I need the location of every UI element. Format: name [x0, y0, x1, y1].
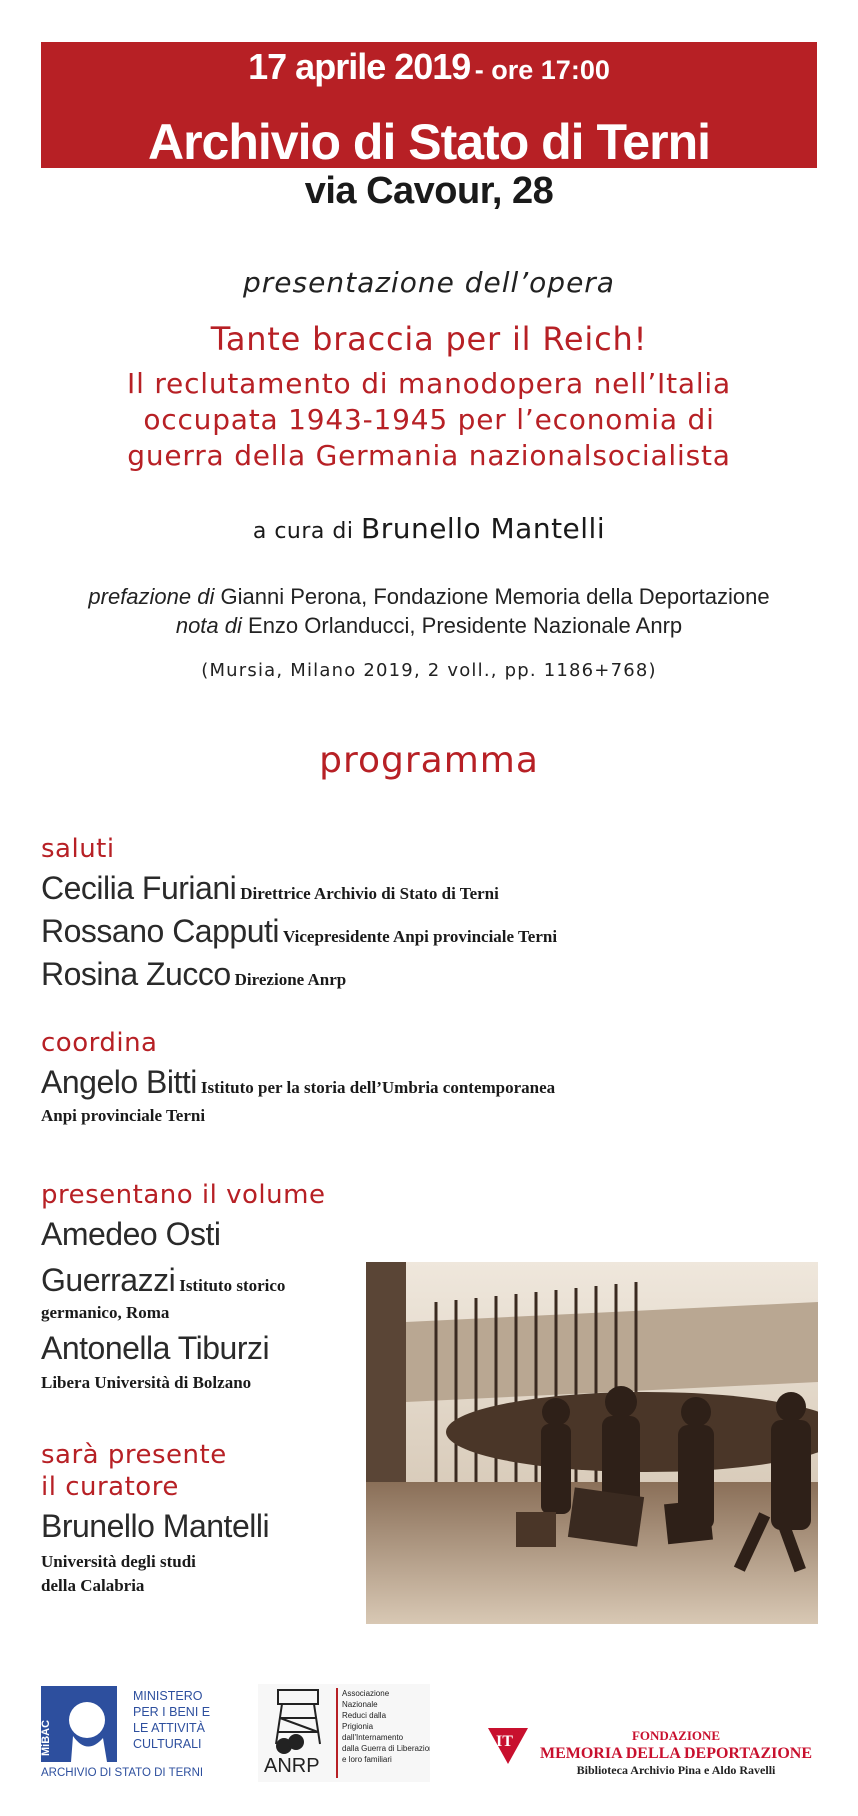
speaker-name-cont: Guerrazzi: [41, 1262, 176, 1298]
speaker-row: [41, 1262, 285, 1299]
mibac-mark: MiBAC: [41, 1719, 52, 1756]
fmd-logo-mark: [486, 1724, 816, 1780]
speaker-role-cont: germanico, Roma: [41, 1303, 170, 1322]
mibac-text-line: MINISTERO: [133, 1689, 203, 1703]
speaker-role: Direttrice Archivio di Stato di Terni: [240, 884, 499, 903]
event-date-time: [41, 46, 817, 88]
speaker-row: [41, 956, 346, 993]
publication-info: (Mursia, Milano 2019, 2 voll., pp. 1186+768): [201, 660, 657, 681]
anrp-text-line: e loro familiari: [342, 1755, 392, 1764]
curator-line: [0, 512, 858, 545]
note-text: Enzo Orlanducci, Presidente Nazionale Anrp: [248, 613, 683, 638]
anrp-text-line: dall'Internamento: [342, 1733, 404, 1742]
speaker-name: Brunello Mantelli: [41, 1508, 270, 1544]
event-time: - ore 17:00: [474, 55, 610, 85]
credits: [0, 582, 858, 640]
preface-text: Gianni Perona, Fondazione Memoria della Deportazione: [220, 584, 770, 609]
anrp-logo: [258, 1684, 430, 1782]
program-heading: programma: [319, 740, 539, 781]
speaker-role: Libera Università di Bolzano: [41, 1373, 252, 1392]
fmd-line3: Biblioteca Archivio Pina e Aldo Ravelli: [576, 1763, 776, 1777]
section-curatore-cont: il curatore: [41, 1472, 179, 1502]
speaker-role: Istituto storico: [179, 1276, 286, 1295]
note-label: nota di: [175, 613, 242, 638]
speaker-name: Cecilia Furiani: [41, 870, 237, 906]
speaker-row: [41, 1064, 555, 1101]
section-presentano: presentano il volume: [41, 1180, 326, 1210]
section-coordina: coordina: [41, 1028, 158, 1058]
mibac-text-line: CULTURALI: [133, 1737, 202, 1751]
section-saluti: saluti: [41, 834, 115, 864]
mibac-caption: ARCHIVIO DI STATO DI TERNI: [41, 1767, 204, 1778]
historical-photo: [366, 1262, 818, 1624]
speaker-name: Rosina Zucco: [41, 956, 231, 992]
mibac-text-line: LE ATTIVITÀ: [133, 1721, 206, 1735]
subtitle-line: Il reclutamento di manodopera nell’Italia: [127, 367, 731, 400]
subtitle-line: occupata 1943-1945 per l’economia di: [143, 403, 715, 436]
mibac-logo-mark: [41, 1686, 211, 1778]
curator-name: Brunello Mantelli: [360, 512, 606, 545]
anrp-text-line: Prigionia: [342, 1722, 374, 1731]
preface-line: [0, 582, 858, 611]
photo-illustration: [366, 1262, 818, 1624]
speaker-name: Amedeo Osti: [41, 1216, 221, 1252]
fmd-logo: [486, 1724, 816, 1780]
anrp-text-line: Reduci dalla: [342, 1711, 387, 1720]
anrp-text-line: dalla Guerra di Liberazione: [342, 1744, 430, 1753]
book-title: Tante braccia per il Reich!: [210, 320, 648, 358]
speaker-role-cont: della Calabria: [41, 1576, 145, 1595]
fmd-line1: FONDAZIONE: [631, 1728, 721, 1743]
mibac-text-line: PER I BENI E: [133, 1705, 211, 1719]
anrp-logo-mark: [258, 1684, 430, 1782]
speaker-role: Istituto per la storia dell’Umbria contemporanea: [200, 1078, 556, 1097]
speaker-role: Università degli studi: [41, 1552, 196, 1571]
mibac-logo: [41, 1686, 211, 1778]
anrp-text-line: Nazionale: [342, 1700, 378, 1709]
note-line: [0, 611, 858, 640]
speaker-name: Rossano Capputi: [41, 913, 279, 949]
presentation-intro: presentazione dell’opera: [243, 266, 615, 299]
speaker-row: [41, 870, 499, 907]
speaker-name: Angelo Bitti: [41, 1064, 197, 1100]
speaker-role: Vicepresidente Anpi provinciale Terni: [282, 927, 558, 946]
event-venue: Archivio di Stato di Terni: [147, 114, 710, 168]
fmd-mark: IT: [496, 1733, 513, 1750]
book-subtitle: [0, 366, 858, 474]
speaker-name: Antonella Tiburzi: [41, 1330, 270, 1366]
section-curatore: sarà presente: [41, 1440, 227, 1470]
fmd-line2: MEMORIA DELLA DEPORTAZIONE: [539, 1745, 813, 1762]
speaker-row: [41, 913, 557, 950]
speaker-role-extra: Anpi provinciale Terni: [41, 1106, 206, 1125]
subtitle-line: guerra della Germania nazionalsocialista: [127, 439, 731, 472]
curator-label: a cura di: [252, 519, 354, 544]
event-date: 17 aprile 2019: [248, 46, 471, 87]
event-address: via Cavour, 28: [304, 170, 554, 212]
preface-label: prefazione di: [88, 584, 215, 609]
anrp-mark: ANRP: [264, 1755, 320, 1777]
anrp-text-line: Associazione: [342, 1689, 390, 1698]
speaker-role: Direzione Anrp: [234, 970, 347, 989]
